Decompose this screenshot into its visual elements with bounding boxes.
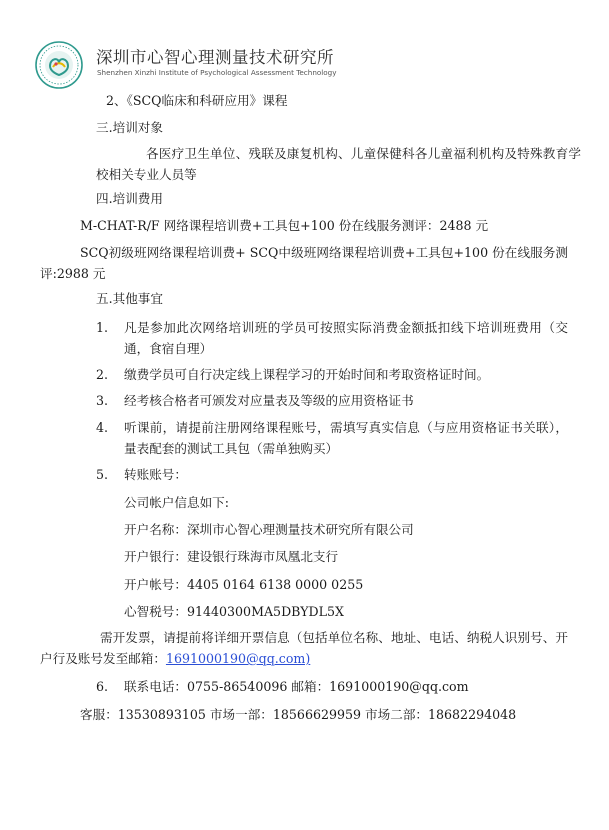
item-5-number: 5. — [96, 467, 109, 482]
fee-mchat: M-CHAT-R/F 网络课程培训费+工具包+100 份在线服务测评：2488 元 — [80, 218, 489, 233]
invoice-email-link[interactable]: 1691000190@qq.com) — [165, 651, 311, 666]
fee-scq: SCQ初级班网络课程培训费+ SCQ中级班网络课程培训费+工具包+100 份在线服务测评:2988 元 — [40, 245, 568, 281]
section-5-title: 五.其他事宜 — [96, 291, 163, 306]
section-3-text: 各医疗卫生单位、残联及康复机构、儿童保健科各儿童福利机构及特殊教育学校相关专业人员等 — [96, 146, 581, 182]
item-4-text: 听课前，请提前注册网络课程账号，需填写真实信息（与应用资格证书关联），量表配套的测试工具包（需单独购买） — [124, 420, 568, 456]
item-2-number: 2. — [96, 367, 109, 382]
invoice-text: 需开发票，请提前将详细开票信息（包括单位名称、地址、电话、纳税人识别号、开户行及账号发至邮箱： — [40, 630, 568, 666]
section-4-title: 四.培训费用 — [96, 191, 163, 206]
item-3-text: 经考核合格者可颁发对应量表及等级的应用资格证书 — [124, 393, 414, 408]
customer-service-line: 客服：13530893105 市场一部：18566629959 市场二部：18682294048 — [80, 707, 517, 722]
contact-line: 联系电话：0755-86540096 邮箱：1691000190@qq.com — [124, 679, 469, 694]
company-info-heading: 公司帐户信息如下: — [124, 495, 229, 510]
tax-number: 心智税号：91440300MA5DBYDL5X — [124, 604, 344, 619]
institute-logo-icon — [34, 40, 84, 90]
bank-name: 开户银行：建设银行珠海市凤凰北支行 — [124, 549, 339, 564]
item-3-number: 3. — [96, 393, 109, 408]
account-number: 开户帐号：4405 0164 6138 0000 0255 — [124, 577, 364, 592]
item-4-number: 4. — [96, 420, 109, 435]
item-5-text: 转账账号： — [124, 467, 187, 482]
item-6-number: 6. — [96, 679, 109, 694]
account-name: 开户名称：深圳市心智心理测量技术研究所有限公司 — [124, 522, 414, 537]
item-1-text: 凡是参加此次网络培训班的学员可按照实际消费金额抵扣线下培训班费用（交通，食宿自理） — [124, 320, 568, 356]
section-3-title: 三.培训对象 — [96, 120, 163, 135]
org-name: 深圳市心智心理测量技术研究所 — [96, 48, 334, 67]
invoice-note — [40, 627, 568, 669]
item-1-number: 1. — [96, 320, 109, 335]
org-name-en: Shenzhen Xinzhi Institute of Psychological Assessment Technology — [97, 68, 337, 77]
item-2-text: 缴费学员可自行决定线上课程学习的开始时间和考取资格证时间。 — [124, 367, 490, 382]
course-title: 2、《SCQ临床和科研应用》课程 — [106, 93, 288, 108]
letterhead — [34, 38, 394, 88]
